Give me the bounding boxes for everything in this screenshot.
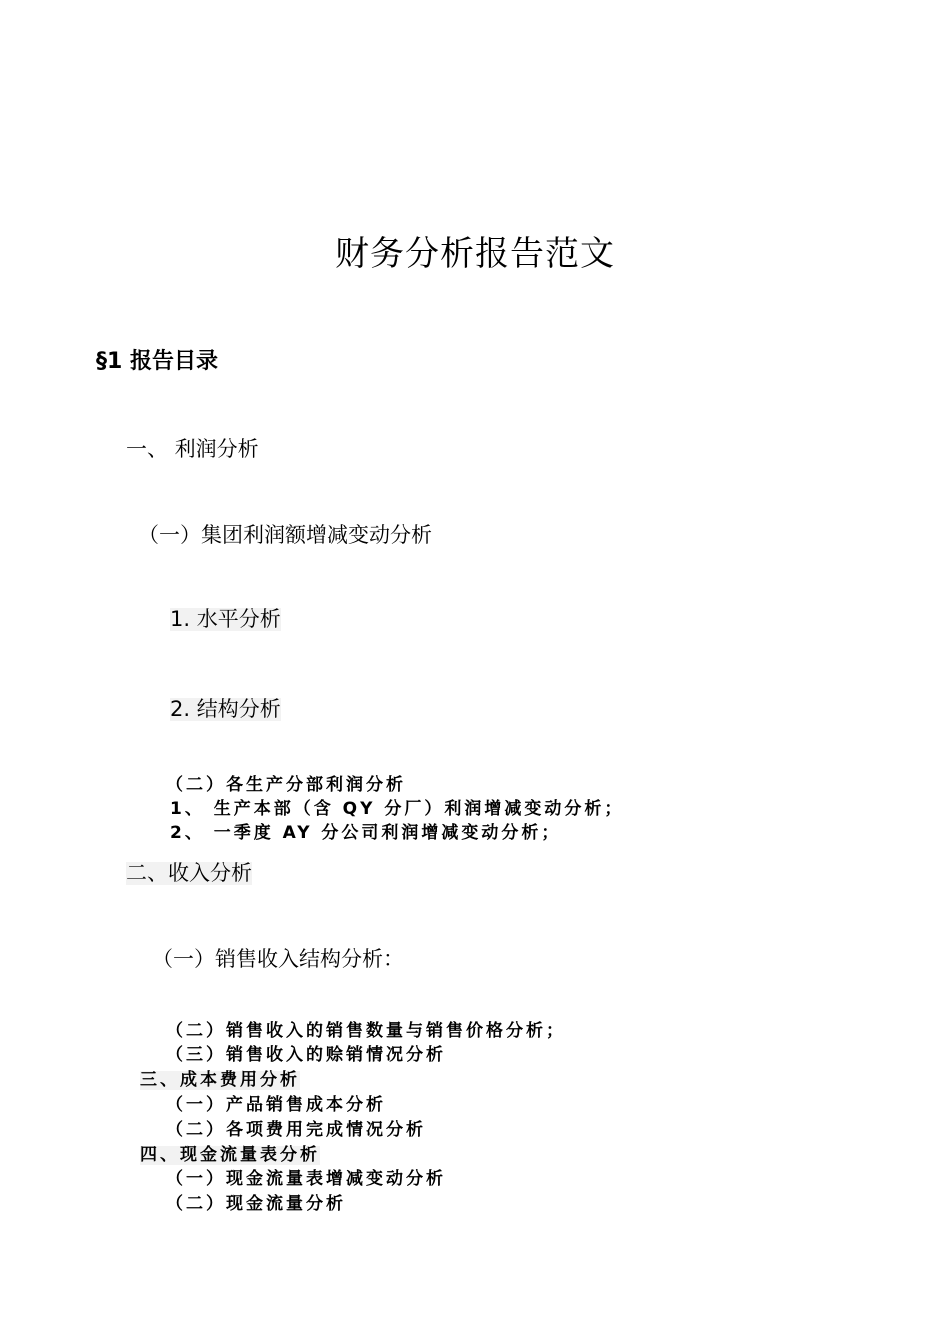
- toc-item-profit-analysis: 一、 利润分析: [126, 437, 259, 461]
- toc-item-group-profit-change: （一）集团利润额增减变动分析: [138, 523, 432, 547]
- toc-item-revenue-structure: （一）销售收入结构分析：: [152, 947, 404, 971]
- toc-item-revenue-analysis: 二、收入分析: [126, 861, 252, 885]
- toc-item-horizontal-analysis: 1. 水平分析: [170, 607, 281, 631]
- toc-item-cost-expense: 三、成本费用分析: [140, 1070, 300, 1090]
- toc-item-division-profit: （二）各生产分部利润分析: [166, 775, 406, 795]
- toc-item-product-cost: （一）产品销售成本分析: [166, 1095, 386, 1115]
- toc-item-volume-price: （二）销售收入的销售数量与销售价格分析；: [166, 1021, 566, 1041]
- toc-item-structure-analysis: 2. 结构分析: [170, 697, 281, 721]
- toc-item-credit-sales: （三）销售收入的赊销情况分析: [166, 1045, 446, 1065]
- toc-item-cash-flow-change: （一）现金流量表增减变动分析: [166, 1169, 446, 1189]
- toc-item-ay-branch-profit: 2、 一季度 AY 分公司利润增减变动分析；: [170, 823, 562, 843]
- toc-item-main-division-profit: 1、 生产本部（含 QY 分厂）利润增减变动分析；: [170, 799, 625, 819]
- toc-item-cash-flow: 四、现金流量表分析: [140, 1145, 320, 1165]
- toc-item-cash-flow-analysis: （二）现金流量分析: [166, 1194, 346, 1214]
- toc-item-expense-completion: （二）各项费用完成情况分析: [166, 1120, 426, 1140]
- document-title: 财务分析报告范文: [335, 234, 615, 274]
- section-heading: §1 报告目录: [96, 349, 218, 374]
